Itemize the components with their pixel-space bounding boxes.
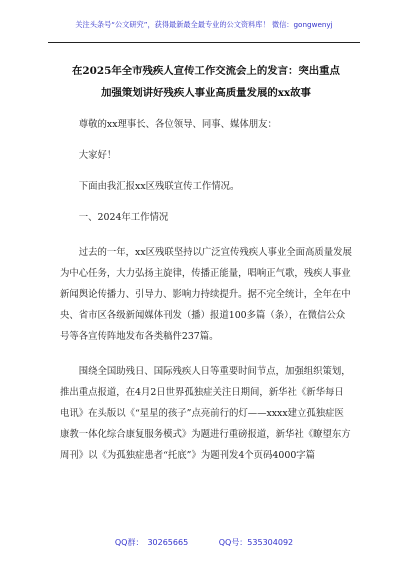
header-divider (48, 42, 360, 43)
header-notice: 关注头条号“公文研究”，获得最新最全最专业的公文资料库！ 微信：gongwenyj (75, 20, 333, 29)
document-title-line-2: 加强策划讲好残疾人事业高质量发展的xx故事 (101, 87, 311, 99)
salutation: 尊敬的xx理事长、各位领导、同事、媒体朋友： (78, 119, 277, 130)
greeting: 大家好！ (78, 150, 117, 161)
page-footer (0, 537, 408, 548)
section-heading: 一、2024年工作情况 (78, 212, 169, 223)
document-title-line-1: 在2025年全市残疾人宣传工作交流会上的发言：突出重点 (72, 65, 340, 77)
footer-qq-group: QQ群： 30265665 (114, 538, 189, 547)
footer-qq-number: QQ号：535304092 (218, 538, 294, 547)
intro-paragraph: 下面由我汇报xx区残联宣传工作情况。 (78, 181, 240, 192)
document-body (60, 60, 352, 466)
page-header (0, 0, 408, 30)
body-paragraph-1: 过去的一年，xx区残联坚持以广泛宣传残疾人事业全面高质量发展为中心任务，大力弘扬主旋律，传播正能量，唱响正气歌，残疾人事业新闻舆论传播力、引导力、影响力持续提升。据不完全统计，全年在中央、省市区各级新闻媒体刊发（播）报道100多篇（条），在微信公众号等各宣传阵地发布各类稿件237篇。 (60, 247, 352, 342)
body-paragraph-2: 围绕全国助残日、国际残疾人日等重要时间节点，加强组织策划，推出重点报道，在4月2日世界孤独症关注日期间，新华社《新华每日电讯》在头版以《“星星的孩子”点亮前行的灯——xxxx建立孤独症医康教一体化综合康复服务模式》为题进行重磅报道，新华社《瞭望东方周刊》以《为孤独症患者“托底”》为题刊发4个页码4000字篇 (60, 366, 351, 461)
